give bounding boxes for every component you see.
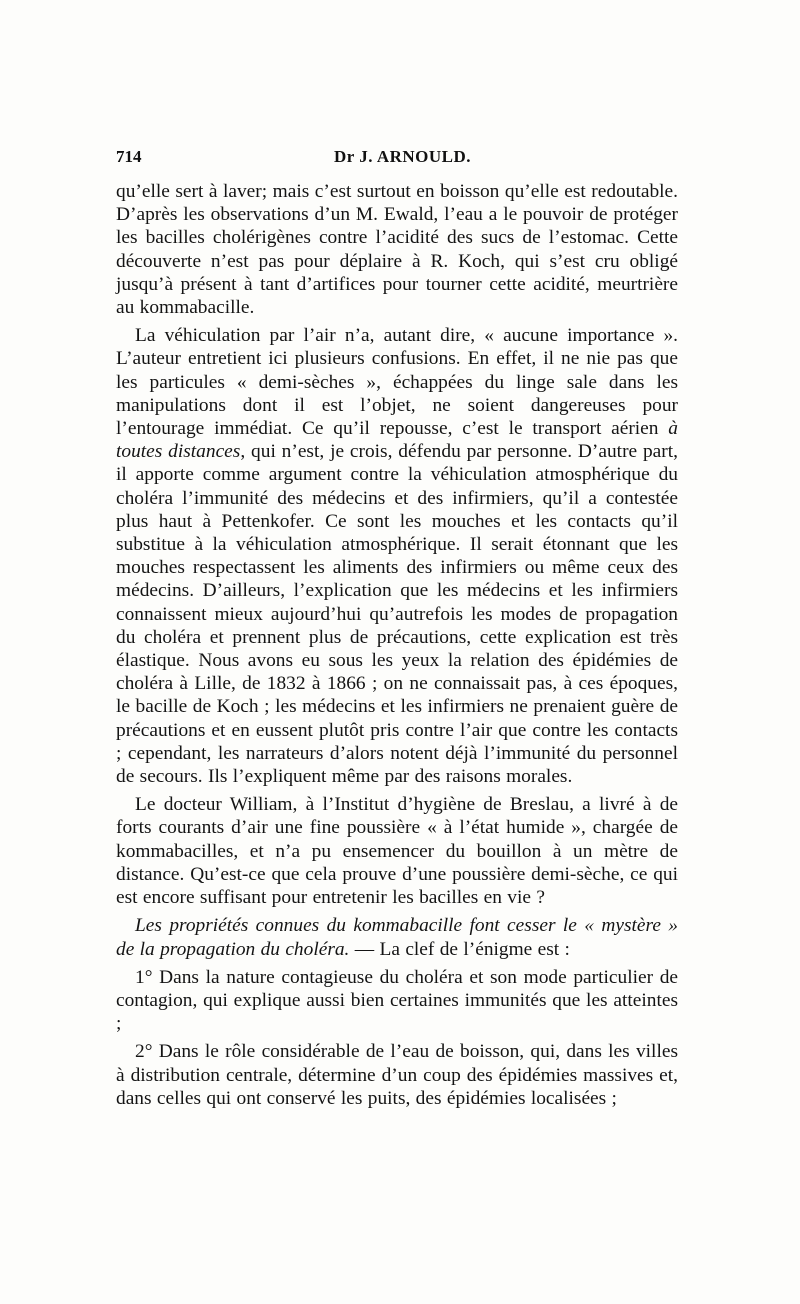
list-item [116, 1040, 678, 1110]
paragraph-text: qu’elle sert à laver; mais c’est surtout en boisson qu’elle est redoutable. D’après les observations d’un M. Ewald, l’eau a le pouvoir de protéger les bacilles cholérigènes contre l’acidité des sucs de l’estomac. Cette découverte n’est pas pour déplaire à R. Koch, qui s’est cru obligé jusqu’à présent à tant d’artifices pour tourner cette acidité, meurtrière au kommabacille. [116, 181, 678, 319]
page-number: 714 [116, 147, 142, 166]
paragraph-text: La véhiculation par l’air n’a, autant dire, « aucune importance ». L’auteur entretient ici plusieurs confusions. En effet, il ne nie pas que les particules « demi-sèches », échappées du linge sale dans les manipulations dont il est l’objet, ne soient dangereuses pour l’entourage immédiat. Ce qu’il repousse, c’est le transport aérien [116, 325, 678, 440]
paragraph-text: 2° Dans le rôle considérable de l’eau de boisson, qui, dans les villes à distribution centrale, détermine d’un coup des épidémies massives et, dans celles qui ont conservé les puits, des épidémies localisées ; [116, 1041, 678, 1109]
italic-text: à [668, 418, 678, 440]
paragraph [116, 180, 678, 319]
italic-heading: Les propriétés connues du kommabacille font cesser le « mystère » de la propagation du choléra. [116, 915, 678, 960]
page-header [116, 147, 677, 169]
list-item [116, 966, 678, 1036]
paragraph [116, 914, 678, 960]
paragraph-text: 1° Dans la nature contagieuse du choléra et son mode particulier de contagion, qui explique aussi bien certaines immunités que les atteintes ; [116, 966, 678, 1035]
paragraph [116, 793, 678, 909]
paragraph-text: qui n’est, je crois, défendu par personne. D’autre part, il apporte comme argument contre la véhiculation atmosphérique du choléra l’immunité des médecins et des infirmiers, qu’il a contestée plus haut à Pettenkofer. Ce sont les mouches et les contacts qu’il substitue à la véhiculation atmosphérique. Il serait étonnant que les mouches respectassent les aliments des infirmiers ou même ceux des médecins. D’ailleurs, l’explication que les médecins et les infirmiers connaissent mieux aujourd’hui qu’autrefois les modes de propagation du choléra et prennent plus de précautions, cette explication est très élastique. Nous avons eu sous les yeux la relation des épidémies de choléra à Lille, de 1832 à 1866 ; on ne connaissait pas, à ces époques, le bacille de Koch ; les médecins et les infirmiers ne prenaient guère de précautions et en eussent plutôt pris contre l’air que contre les contacts ; cependant, les narrateurs d’alors notent déjà l’immunité du personnel de secours. Ils l’expliquent même par des raisons morales. [116, 441, 678, 788]
paragraph-text: Le docteur William, à l’Institut d’hygiène de Breslau, a livré à de forts courants d’air une fine poussière « à l’état humide », chargée de kommabacilles, et n’a pu ensemencer du bouillon à un mètre de distance. Qu’est-ce que cela prouve d’une poussière demi-sèche, ce qui est encore suffisant pour entretenir les bacilles en vie ? [116, 794, 678, 909]
paragraph-text: — La clef de l’énigme est : [354, 938, 570, 960]
paragraph: La véhiculation par l’air n’a, autant dire, « aucune importance ». L’auteur entretient ici plusieurs confusions. En effet, il ne nie pas que les particules « demi-sèches », échappées du linge sale dans les manipulations dont il est l’objet, ne soient dangereuses pour l’entourage immédiat. Ce qu’il repousse, c’est le transport aérien à toutes distances, qui n’est, je crois, défendu par personne. D’autre part, il apporte comme argument contre la véhiculation atmosphérique du choléra l’immunité des médecins et des infirmiers, qu’il a contestée plus haut à Pettenkofer. Ce sont les mouches et les contacts qu’il substitue à la véhiculation atmosphérique. Il serait étonnant que les mouches respectassent les aliments des infirmiers ou même ceux des médecins. D’ailleurs, l’explication que les médecins et les infirmiers connaissent mieux aujourd’hui qu’autrefois les modes de propagation du choléra et prennent plus de précautions, cette explication est très élastique. Nous avons eu sous les yeux la relation des épidémies de choléra à Lille, de 1832 à 1866 ; on ne connaissait pas, à ces époques, le bacille de Koch ; les médecins et les infirmiers ne prenaient guère de précautions et en eussent plutôt pris contre l’air que contre les contacts ; cependant, les narrateurs d’alors notent déjà l’immunité du personnel de secours. Ils l’expliquent même par des raisons morales. [116, 325, 678, 788]
running-title: Dr J. ARNOULD. [334, 147, 472, 166]
body-text [116, 180, 678, 1115]
italic-text: toutes distances [116, 441, 241, 463]
